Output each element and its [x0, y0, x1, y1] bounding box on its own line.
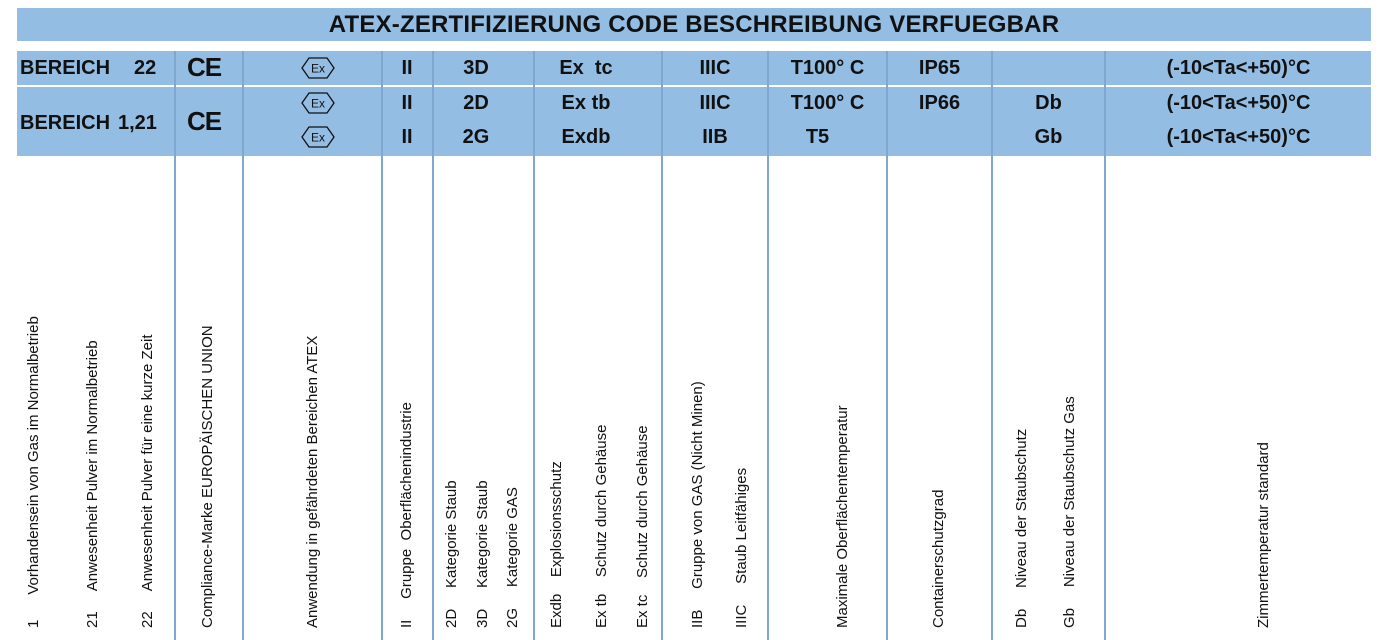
legend-ambient: Zimmertemperatur standard	[1255, 442, 1272, 628]
legend-temp: Maximale Oberflächentemperatur	[834, 405, 851, 628]
zone-number: 1,21	[118, 111, 157, 134]
divider	[174, 51, 176, 640]
svg-text:Ex: Ex	[310, 61, 326, 76]
category-value: 2D	[463, 91, 489, 114]
legend-ip: Containerschutzgrad	[930, 489, 947, 628]
gas-group-value: IIB	[702, 125, 728, 148]
ip-value: IP66	[918, 91, 961, 114]
legend-cat-2g: 2G Kategorie GAS	[504, 487, 521, 628]
gas-group-value: IIIC	[699, 91, 731, 114]
legend-exdb: Exdb Explosionsschutz	[548, 461, 565, 628]
legend-extb: Ex tb Schutz durch Gehäuse	[593, 424, 610, 628]
group-value: II	[401, 56, 413, 79]
ambient-value: (-10<Ta<+50)°C	[1166, 56, 1311, 79]
legend-iiic: IIIC Staub Leitfähiges	[733, 467, 750, 628]
level-value: Db	[1035, 91, 1062, 114]
svg-text:Ex: Ex	[310, 130, 326, 145]
temperature-value: T100° C	[790, 56, 865, 79]
level-value	[993, 51, 1104, 85]
page-title: ATEX-ZERTIFIZIERUNG CODE BESCHREIBUNG VERFUEGBAR	[17, 8, 1371, 41]
legend-ce: Compliance-Marke EUROPÄISCHEN UNION	[199, 325, 216, 628]
protection-value: Ex tb	[561, 91, 611, 114]
legend-extc: Ex tc Schutz durch Gehäuse	[634, 425, 651, 628]
temperature-value: T5	[805, 125, 830, 148]
zone-label: BEREICH	[20, 111, 111, 134]
category-value: 2G	[462, 125, 490, 148]
ambient-value: (-10<Ta<+50)°C	[1166, 91, 1311, 114]
gas-group-value: IIIC	[699, 56, 731, 79]
ambient-value: (-10<Ta<+50)°C	[1166, 125, 1311, 148]
legend-cat-2d: 2D Kategorie Staub	[443, 480, 460, 628]
group-value: II	[401, 125, 413, 148]
group-value: II	[401, 91, 413, 114]
legend-iib: IIB Gruppe von GAS (Nicht Minen)	[689, 381, 706, 628]
legend-zone-22: 22 Anwesenheit Pulver für eine kurze Zeit	[139, 334, 156, 628]
ex-symbol-icon	[301, 126, 335, 148]
legend-ex: Anwendung in gefährdeten Bereichen ATEX	[304, 335, 321, 628]
ce-mark-icon: CE	[187, 106, 222, 136]
legend-gb: Gb Niveau der Staubschutz Gas	[1061, 396, 1078, 628]
legend-db: Db Niveau der Staubschutz	[1013, 428, 1030, 628]
svg-text:Ex: Ex	[310, 96, 326, 111]
temperature-value: T100° C	[790, 91, 865, 114]
protection-value: Ex tc	[559, 56, 613, 79]
divider	[886, 51, 888, 640]
legend-zone-1: 1 Vorhandensein von Gas im Normalbetrieb	[25, 316, 42, 628]
protection-value: Exdb	[561, 125, 611, 148]
ex-symbol-icon	[301, 57, 335, 79]
legend-group-ii: II Gruppe Oberflächenindustrie	[398, 402, 415, 628]
legend-cat-3d: 3D Kategorie Staub	[474, 480, 491, 628]
ip-value: IP65	[918, 56, 961, 79]
category-value: 3D	[463, 56, 489, 79]
zone-label: BEREICH	[20, 56, 111, 79]
ex-symbol-icon	[301, 92, 335, 114]
divider	[242, 51, 244, 640]
legend-zone-21: 21 Anwesenheit Pulver im Normalbetrieb	[84, 340, 101, 628]
zone-number: 22	[134, 56, 157, 79]
level-value: Gb	[1034, 125, 1063, 148]
ce-mark-icon: CE	[187, 52, 222, 82]
